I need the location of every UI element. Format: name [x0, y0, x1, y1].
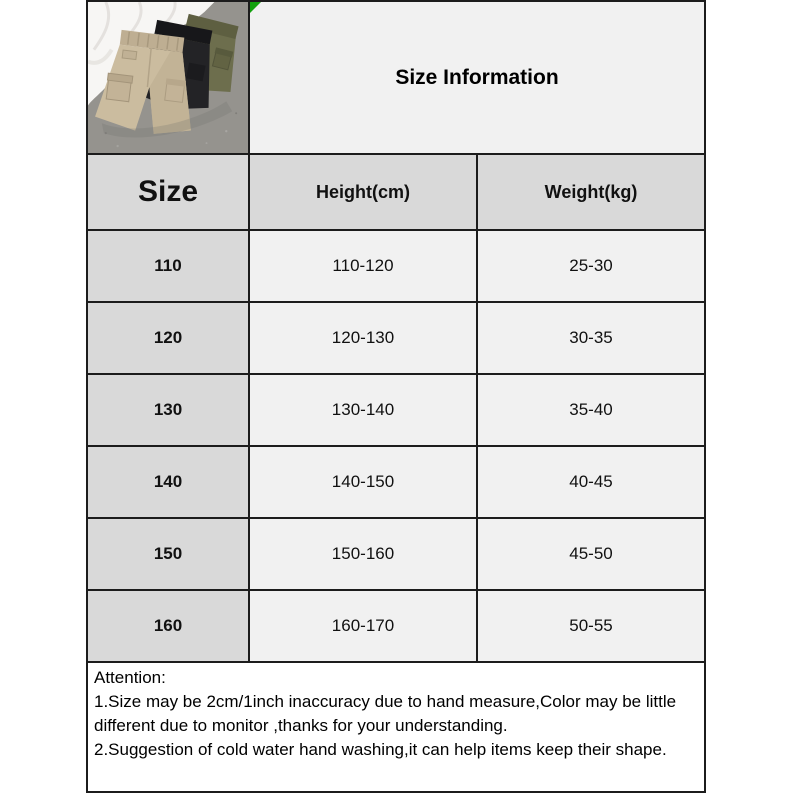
table-row — [88, 231, 704, 303]
table-row — [88, 375, 704, 447]
page-title: Size Information — [395, 65, 559, 89]
cargo-shorts-photo-illustration — [88, 2, 248, 153]
table-row — [88, 303, 704, 375]
height-cell: 130-140 — [250, 375, 478, 447]
size-information-sheet — [86, 0, 706, 793]
table-row — [88, 519, 704, 591]
top-row — [88, 2, 704, 155]
height-cell: 160-170 — [250, 591, 478, 663]
table-row — [88, 591, 704, 663]
weight-cell: 35-40 — [478, 375, 704, 447]
size-information-title-cell — [250, 2, 704, 155]
column-header-weight: Weight(kg) — [478, 155, 704, 231]
table-row — [88, 447, 704, 519]
size-cell: 120 — [88, 303, 250, 375]
size-cell: 150 — [88, 519, 250, 591]
size-cell: 110 — [88, 231, 250, 303]
product-photo — [88, 2, 250, 155]
weight-cell: 45-50 — [478, 519, 704, 591]
column-header-height: Height(cm) — [250, 155, 478, 231]
height-cell: 120-130 — [250, 303, 478, 375]
height-cell: 140-150 — [250, 447, 478, 519]
weight-cell: 30-35 — [478, 303, 704, 375]
attention-box — [88, 663, 704, 791]
table-header-row — [88, 155, 704, 231]
corner-flag-icon — [250, 2, 261, 13]
height-cell: 150-160 — [250, 519, 478, 591]
size-cell: 160 — [88, 591, 250, 663]
height-cell: 110-120 — [250, 231, 478, 303]
size-cell: 130 — [88, 375, 250, 447]
weight-cell: 25-30 — [478, 231, 704, 303]
attention-note-1: 1.Size may be 2cm/1inch inaccuracy due to hand measure,Color may be little different due to monitor ,thanks for your understanding. — [94, 692, 677, 736]
attention-heading: Attention: — [94, 668, 166, 687]
attention-note-2: 2.Suggestion of cold water hand washing,it can help items keep their shape. — [94, 740, 667, 760]
weight-cell: 40-45 — [478, 447, 704, 519]
weight-cell: 50-55 — [478, 591, 704, 663]
column-header-size: Size — [88, 155, 250, 231]
size-cell: 140 — [88, 447, 250, 519]
